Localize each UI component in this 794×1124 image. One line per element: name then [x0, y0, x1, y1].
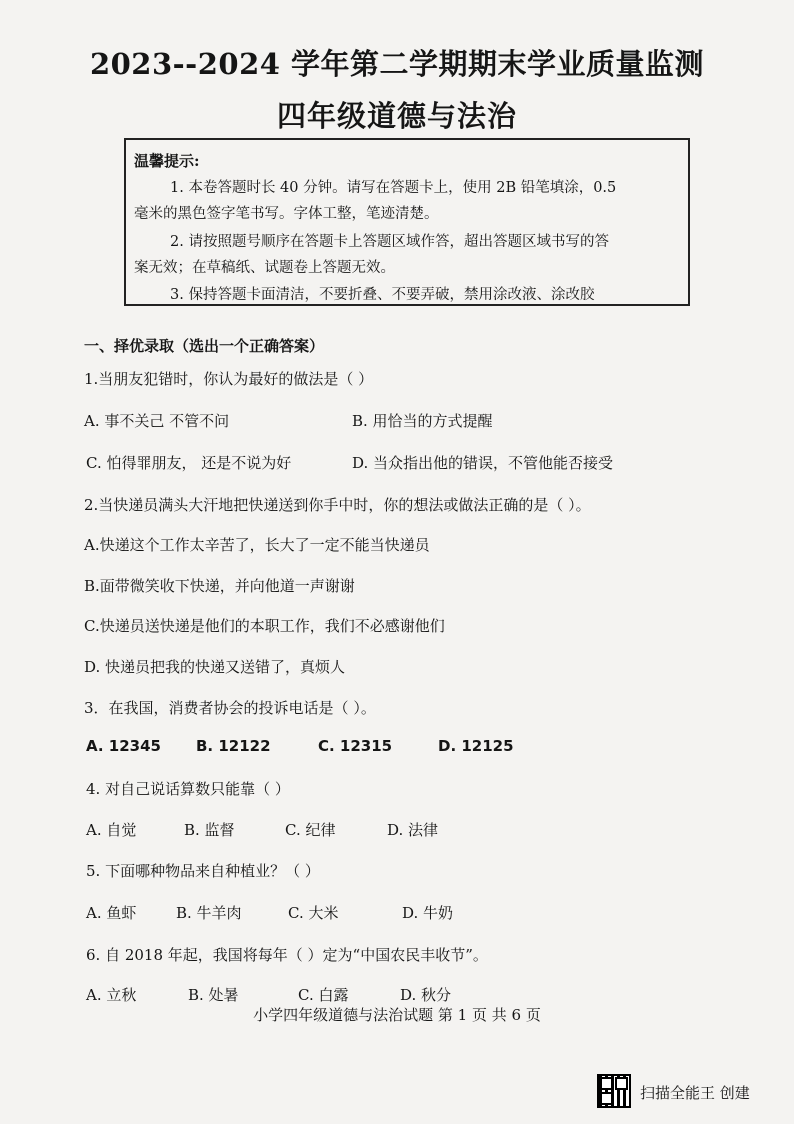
q2-option-c: C.快递员送快递是他们的本职工作，我们不必感谢他们 — [84, 617, 445, 635]
notice-line-5: 3. 保持答题卡面清洁，不要折叠、不要弄破，禁用涂改液、涂改胶 — [170, 287, 595, 303]
q6-option-a: A. 立秋 — [86, 986, 137, 1004]
q4-option-a: A. 自觉 — [86, 821, 137, 839]
q1-option-d: D. 当众指出他的错误，不管他能否接受 — [352, 454, 614, 472]
q1-option-a: A. 事不关己 不管不问 — [84, 412, 230, 430]
q4-option-d: D. 法律 — [387, 821, 439, 839]
qr-code-icon — [597, 1074, 631, 1108]
q3-option-b: B. 12122 — [196, 737, 271, 755]
notice-line-3: 2. 请按照题号顺序在答题卡上答题区域作答，超出答题区域书写的答 — [170, 234, 609, 250]
q4-option-c: C. 纪律 — [285, 821, 336, 839]
notice-line-4: 案无效；在草稿纸、试题卷上答题无效。 — [134, 260, 395, 276]
notice-line-1: 1. 本卷答题时长 40 分钟。请写在答题卡上，使用 2B 铅笔填涂，0.5 — [170, 180, 617, 196]
question-1: 1.当朋友犯错时，你认为最好的做法是（ ） — [84, 370, 374, 388]
q1-option-c: C. 怕得罪朋友， 还是不说为好 — [86, 454, 292, 472]
question-6: 6. 自 2018 年起，我国将每年（ ）定为“中国农民丰收节”。 — [86, 946, 488, 964]
section-heading: 一、择优录取（选出一个正确答案） — [84, 337, 325, 355]
question-4: 4. 对自己说话算数只能靠（ ） — [86, 780, 290, 798]
exam-title: 2023--2024 学年第二学期期末学业质量监测 — [89, 47, 705, 81]
q1-option-b: B. 用恰当的方式提醒 — [352, 412, 493, 430]
page-footer: 小学四年级道德与法治试题 第 1 页 共 6 页 — [253, 1006, 541, 1024]
q6-option-d: D. 秋分 — [400, 986, 452, 1004]
q2-option-b: B.面带微笑收下快递，并向他道一声谢谢 — [84, 577, 355, 595]
q5-option-d: D. 牛奶 — [402, 904, 454, 922]
question-5: 5. 下面哪种物品来自种植业？（ ） — [86, 862, 320, 880]
q3-option-c: C. 12315 — [318, 737, 393, 755]
q6-option-c: C. 白露 — [298, 986, 349, 1004]
question-3: 3．在我国，消费者协会的投诉电话是（ ）。 — [84, 699, 376, 717]
q6-option-b: B. 处暑 — [188, 986, 239, 1004]
notice-box — [124, 138, 690, 306]
q2-option-d: D. 快递员把我的快递又送错了，真烦人 — [84, 658, 346, 676]
q5-option-b: B. 牛羊肉 — [176, 904, 242, 922]
scanner-watermark: 扫描全能王 创建 — [640, 1084, 750, 1102]
q3-option-a: A. 12345 — [86, 737, 161, 755]
q5-option-a: A. 鱼虾 — [86, 904, 137, 922]
q5-option-c: C. 大米 — [288, 904, 339, 922]
exam-subject: 四年级道德与法治 — [276, 99, 517, 133]
question-2: 2.当快递员满头大汗地把快递送到你手中时，你的想法或做法正确的是（ ）。 — [84, 496, 591, 514]
notice-line-2: 毫米的黑色签字笔书写。字体工整，笔迹清楚。 — [134, 206, 439, 222]
q2-option-a: A.快递这个工作太辛苦了，长大了一定不能当快递员 — [84, 536, 430, 554]
q3-option-d: D. 12125 — [438, 737, 514, 755]
q4-option-b: B. 监督 — [184, 821, 235, 839]
notice-title: 温馨提示: — [134, 152, 200, 170]
